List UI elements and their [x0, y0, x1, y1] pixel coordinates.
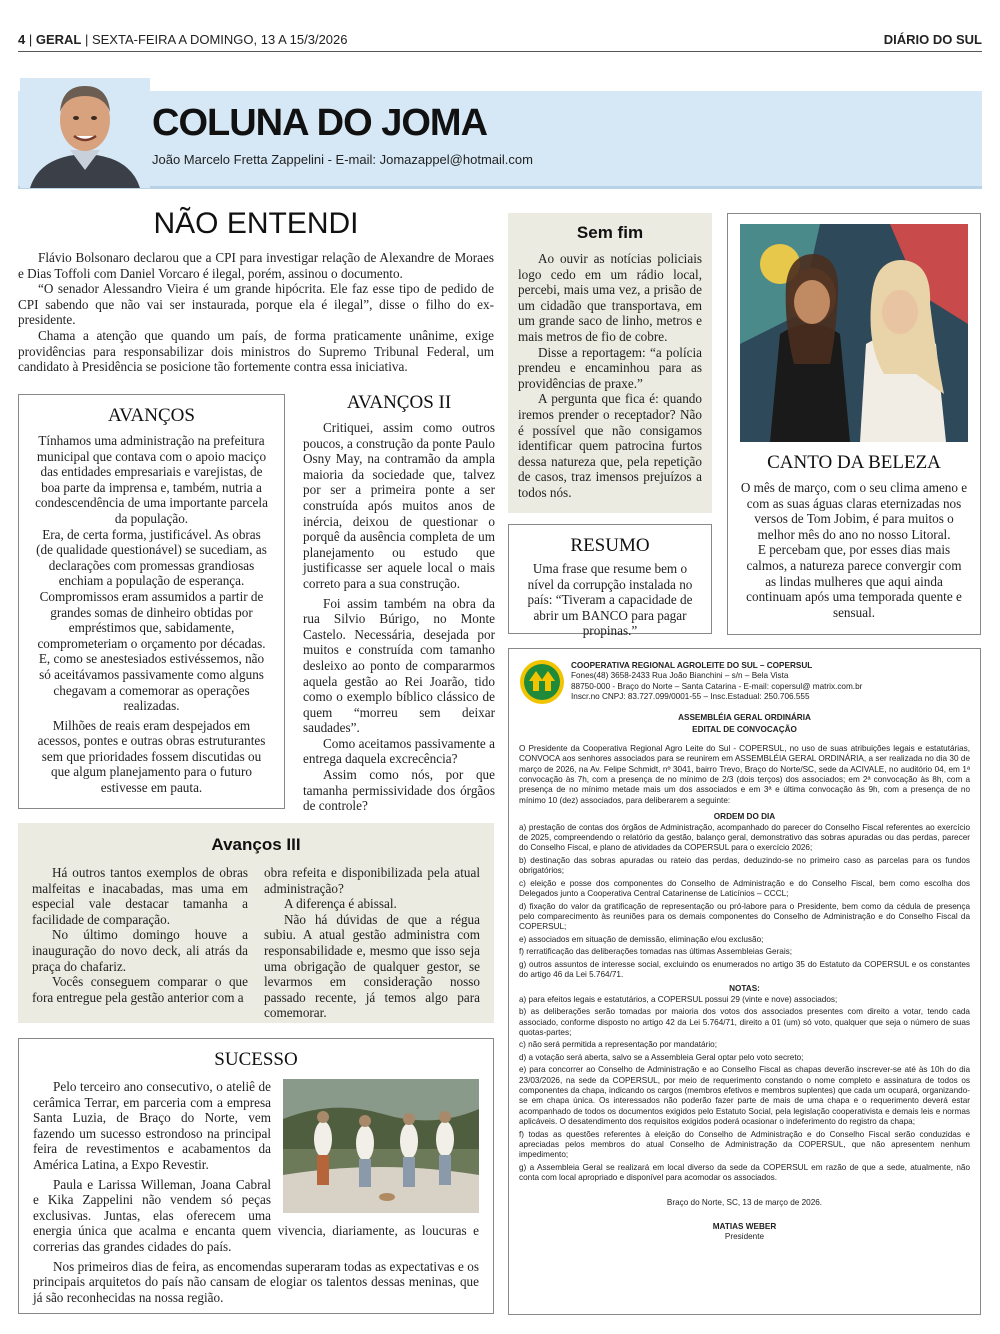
ordem-item: a) prestação de contas dos órgãos de Administração, acompanhado do parecer do Conselho Fiscal referentes ao exercício de 2025, compreendendo o relatório da gestão, balanço geral, demonstrativo das sobras apuradas ou das perdas, parecer do Conselho Fiscal, e plano de atividades da COPERSUL para o exercício 2026;: [519, 822, 970, 853]
page-header-bar: [18, 30, 982, 52]
article-title-sucesso: SUCESSO: [214, 1049, 298, 1070]
paragraph: Ao ouvir as notícias policiais logo cedo em um rádio local, percebi, mais uma vez, a prisão de um cidadão que transportava, em um grande saco de linho, metros e mais metros de fio de cobre.: [518, 251, 702, 344]
paragraph: Chama a atenção que quando um país, de forma praticamente unânime, exige providências para responsabilizar dois ministros do Supremo Tribunal Federal, um candidato à Presidência se posicione tão fortemente contra essa iniciativa.: [18, 327, 494, 375]
paragraph: Há outros tantos exemplos de obras malfeitas e inacabadas, mas uma em especial vale destacar tamanha a facilidade de comparação.: [32, 865, 248, 927]
nota-item: f) todas as questões referentes à eleição do Conselho de Administração e do Conselho Fiscal serão conduzidas e apreciadas pelos membros do atual Conselho de Administração da COPERSUL, que não apresentem nenhum impedimento;: [519, 1129, 970, 1160]
paragraph: Pelo terceiro ano consecutivo, o ateliê de cerâmica Terrar, em parceria com a empresa Santa Luzia, de Braço do Norte, vem fazendo um sucesso estrondoso na principal feira de revestimentos e acabamentos da América Latina, a Expo Revestir.: [33, 1079, 271, 1172]
article-box-sem-fim: [508, 213, 712, 513]
nota-item: c) não será permitida a representação por mandatário;: [519, 1040, 717, 1050]
paragraph: Tínhamos uma administração na prefeitura municipal que contava com o apoio maciço das entidades empresariais e varejistas, de boa parte da imprensa e, também, nutria a condescendência de uma importante parcela da população.: [35, 433, 268, 526]
nota-item: a) para efeitos legais e estatutários, a COPERSUL possui 29 (vinte e nove) associados;: [519, 994, 838, 1004]
edital-heading: ASSEMBLÉIA GERAL ORDINÁRIA: [678, 713, 811, 722]
paragraph: Paula e Larissa Willeman, Joana Cabral e Kika Zappelini não vendem só peças exclusivas. Juntas, elas oferecem uma energia única que acalma e encanta quem vivencia, diariamente, as loucuras e correrias das grandes cidades do país.: [33, 1176, 479, 1254]
issue-date: SEXTA-FEIRA A DOMINGO, 13 A 15/3/2026: [91, 32, 348, 47]
copersul-logo: [519, 659, 565, 705]
column-title: COLUNA DO JOMA: [152, 102, 488, 144]
columnist-photo: [20, 78, 150, 188]
paragraph: obra refeita e disponibilizada pela atual administração?: [264, 865, 480, 896]
article-box-resumo: [508, 524, 712, 639]
nota-item: e) para concorrer ao Conselho de Administração e ao Conselho Fiscal as chapas deverão inscrever-se até às 10h do dia 23/03/2026, na sede da COPERSUL, por meio de requerimento constando o nome completo e assinatura de todos os componentes da chapa, indicando os cargos (membros efetivos e membros suplentes) que cada um ocupará, organizando-se em chapa única. Os interessados não poderão fazer parte de mais de uma chapa e o requerimento deverá estar acompanhado de todos os documentos exigidos pelo Estatuto Social, pela legislação cooperativista e demais leis e normas aplicáveis. O desatendimento dos requisitos exigidos poderá ocasionar o indeferimento do registro da chapa;: [519, 1065, 970, 1127]
paragraph: Flávio Bolsonaro declarou que a CPI para investigar relação de Alexandre de Moraes e Dias Toffoli com Daniel Vorcaro é ilegal, porém, assinou o documento.: [18, 250, 494, 281]
edital-contact: 88750-000 - Braço do Norte – Santa Catarina - E-mail: copersul@ matrix.com.br: [571, 681, 863, 691]
article-box-sucesso: [18, 1038, 494, 1314]
edital-signer-role: Presidente: [724, 1232, 765, 1242]
article-body-nao-entendi: [18, 250, 494, 375]
column-right: [264, 865, 480, 1021]
article-title-resumo: RESUMO: [570, 535, 650, 556]
paragraph: O mês de março, com o seu clima ameno e com as suas águas claras eternizadas nos versos de Tom Jobim, é para muitos o melhor mês do ano no nosso Litoral.: [740, 480, 968, 542]
column-header-underline: [18, 186, 982, 189]
paragraph: Compromissos eram assumidos a partir de grandes somas de dinheiro obtidas por empréstimos que, sabidamente, comprometeriam o orçamento por décadas. E, como se anestesiados estivéssemos, não só aceitávamos passivamente como alguns chegavam a comemorar as operações realizadas.: [37, 588, 266, 714]
article-title-avancos-ii: AVANÇOS II: [346, 392, 452, 413]
paragraph: Não há dúvidas de que a régua subiu. A atual gestão administra com responsabilidade e, mesmo que isso seja uma obrigação de qualquer gestor, se levarmos em consideração nosso passado recente, já temos algo para comemorar.: [264, 911, 480, 1021]
legal-notice-edital: [508, 648, 981, 1315]
ordem-item: d) fixação do valor da gratificação de representação ou pró-labore para o Presidente, bem como da cédula de presença pelo comparecimento às reuniões para os demais componentes do Conselho de Administração e do Conselho Fiscal da COPERSUL;: [519, 901, 970, 932]
beleza-photo: [740, 224, 968, 442]
nota-item: d) a votação será aberta, salvo se a Assembleia Geral optar pelo voto secreto;: [519, 1052, 804, 1062]
ordem-item: f) rerratificação das deliberações tomadas nas últimas Assembleias Gerais;: [519, 947, 793, 957]
nota-item: g) a Assembleia Geral se realizará em local diverso da sede da COPERSUL em razão de que a sede, atualmente, não conta com local apropriado e disponível para acomodar os associados.: [519, 1162, 970, 1183]
page-folio: 4 | GERAL | SEXTA-FEIRA A DOMINGO, 13 A 15/3/2026: [18, 32, 348, 47]
article-title-avancos: AVANÇOS: [108, 405, 195, 426]
paragraph: Como aceitamos passivamente a entrega daquela excrecência?: [303, 735, 495, 767]
edital-contact: Fones(48) 3658-2433 Rua João Bianchini – s/n – Bela Vista: [571, 671, 789, 681]
paragraph: No último domingo houve a inauguração do novo deck, ali atrás da praça do chafariz.: [32, 927, 248, 974]
edital-signer: MATIAS WEBER: [712, 1222, 777, 1232]
ordem-item: c) eleição e posse dos componentes do Conselho de Administração e do Conselho Fiscal, bem como escolha dos Delegados junto a Cooperativa Central Catarinense de Laticínios – CCCL;: [519, 878, 970, 899]
article-avancos-ii: [303, 392, 495, 814]
paragraph: A diferença é abissal.: [284, 896, 397, 912]
columnist-byline: João Marcelo Fretta Zappelini - E-mail: Jomazappel@hotmail.com: [152, 152, 533, 167]
paragraph: Uma frase que resume bem o nível da corrupção instalada no país: “Tiveram a capacidade de abrir um BANCO para pagar propinas.”: [527, 561, 693, 639]
ordem-item: g) outros assuntos de interesse social, excluindo os enumerados no artigo 35 do Estatuto da COPERSUL e os constantes do artigo 46 da Lei 5.764/71.: [519, 959, 970, 979]
article-title-nao-entendi: NÃO ENTENDI: [153, 207, 359, 240]
edital-intro: O Presidente da Cooperativa Regional Agro Leite do Sul - COPERSUL, no uso de suas atribuições legais e estatutárias, CONVOCA aos senhores associados para se reunirem em ASSEMBLÉIA GERAL ORDINÁRIA, a ser realizada no dia 30 de março de 2026, na Av. Felipe Schmidt, nº 3041, bairro Trevo, Braço do Norte/SC, sede da ACIVALE, no auditório 04, em 1ª convocação às 7h, com a presença de no mínimo de 2/3 (dois terços) dos associados; em 2ª convocação às 8h, com a presença de no mínimo metade mais um dos associados e em 3ª e última convocação às 9h, com a presença de no mínimo 10 (dez) associados, para deliberarem a seguinte:: [519, 743, 970, 805]
edital-heading: EDITAL DE CONVOCAÇÃO: [692, 725, 797, 735]
paragraph: Vocês conseguem comparar o que fora entregue pela gestão anterior com a: [32, 974, 248, 1005]
article-title-sem-fim: Sem fim: [576, 223, 644, 242]
edital-org-name: COOPERATIVA REGIONAL AGROLEITE DO SUL – COPERSUL: [571, 661, 813, 670]
newspaper-name: DIÁRIO DO SUL: [883, 32, 982, 47]
paragraph: Era, de certa forma, justificável. As obras (de qualidade questionável) se sucediam, as declarações com promessas grandiosas enchiam a população de esperança.: [36, 526, 267, 589]
paragraph: Milhões de reais eram despejados em acessos, pontes e outras obras estruturantes sem que prioridades fossem discutidas ou que algum planejamento para o futuro estivesse em pauta.: [37, 717, 266, 796]
section-name: GERAL: [35, 32, 82, 47]
edital-letterhead: [519, 659, 970, 705]
edital-ordem-title: ORDEM DO DIA: [713, 812, 776, 822]
paragraph: Disse a reportagem: “a polícia prendeu e encaminhou para as providências de praxe.”: [518, 344, 702, 391]
article-title-avancos-iii: Avanços III: [211, 835, 301, 854]
edital-place-date: Braço do Norte, SC, 13 de março de 2026.: [666, 1197, 823, 1207]
paragraph: Foi assim também na obra da rua Silvio Búrigo, no Monte Castelo. Necessária, desejada por muitos e construída com tamanho desleixo ao ponto de compararmos aquela gestão ao Rei Joarão, tido como o exemplo bíblico clássico de quem “morreu sem deixar saudades”.: [303, 595, 495, 736]
sucesso-photo: [283, 1079, 479, 1213]
ordem-item: e) associados em situação de demissão, eliminação e/ou exclusão;: [519, 934, 764, 944]
edital-notas-title: NOTAS:: [729, 984, 760, 994]
edital-contact: Inscr.no CNPJ: 83.727.099/0001-55 – Insc.Estadual: 250.706.555: [571, 692, 810, 702]
paragraph: Assim como nós, por que tamanha permissividade dos órgãos de controle?: [303, 767, 495, 814]
page-number: 4: [18, 32, 26, 47]
article-box-avancos-iii: [18, 823, 494, 1023]
paragraph: Critiquei, assim como outros poucos, a construção da ponte Paulo Osny May, na contramão da ampla maioria da sociedade que, talvez por ser a primeira ponte a ser construída após muitos anos de inércia, deixou de questionar o porquê da ausência completa de um planejamento ou estudo que justificasse ser aquele local o mais correto para a sua construção.: [303, 420, 495, 591]
nota-item: b) as deliberações serão tomadas por maioria dos votos dos associados presentes com direito a votar, tendo cada associado, conforme disposto no artigo 42 da Lei 5.764/71, direito a 01 (um) só voto, qualquer que seja o número de suas quotas-partes;: [519, 1007, 970, 1037]
article-title-canto-da-beleza: CANTO DA BELEZA: [767, 452, 941, 473]
article-box-canto-da-beleza: [727, 213, 981, 635]
column-left: [32, 865, 248, 1021]
paragraph: E percebam que, por esses dias mais calmos, a natureza parece convergir com as lindas mulheres que aqui ainda continuam após uma temporada quente e sensual.: [746, 542, 962, 620]
paragraph: A pergunta que fica é: quando iremos prender o receptador? Não é possível que não consigamos identificar quem patrocina furtos dessa natureza que, pela repetição de casos, traz imensos prejuízos a todos nós.: [518, 391, 702, 500]
paragraph: Nos primeiros dias de feira, as encomendas superaram todas as expectativas e os principais arquitetos do país não cansam de elogiar os talentos dessas meninas, que já são reconhecidas na nossa região.: [33, 1258, 479, 1305]
paragraph: “O senador Alessandro Vieira é um grande hipócrita. Ele faz esse tipo de pedido de CPI sabendo que não vai ser instaurada, porque ela é ilegal”, disse o filho do ex-presidente.: [18, 281, 494, 328]
article-box-avancos: [18, 394, 285, 809]
ordem-item: b) destinação das sobras apuradas ou rateio das perdas, deduzindo-se no primeiro caso as parcelas para os fundos obrigatórios;: [519, 855, 970, 876]
